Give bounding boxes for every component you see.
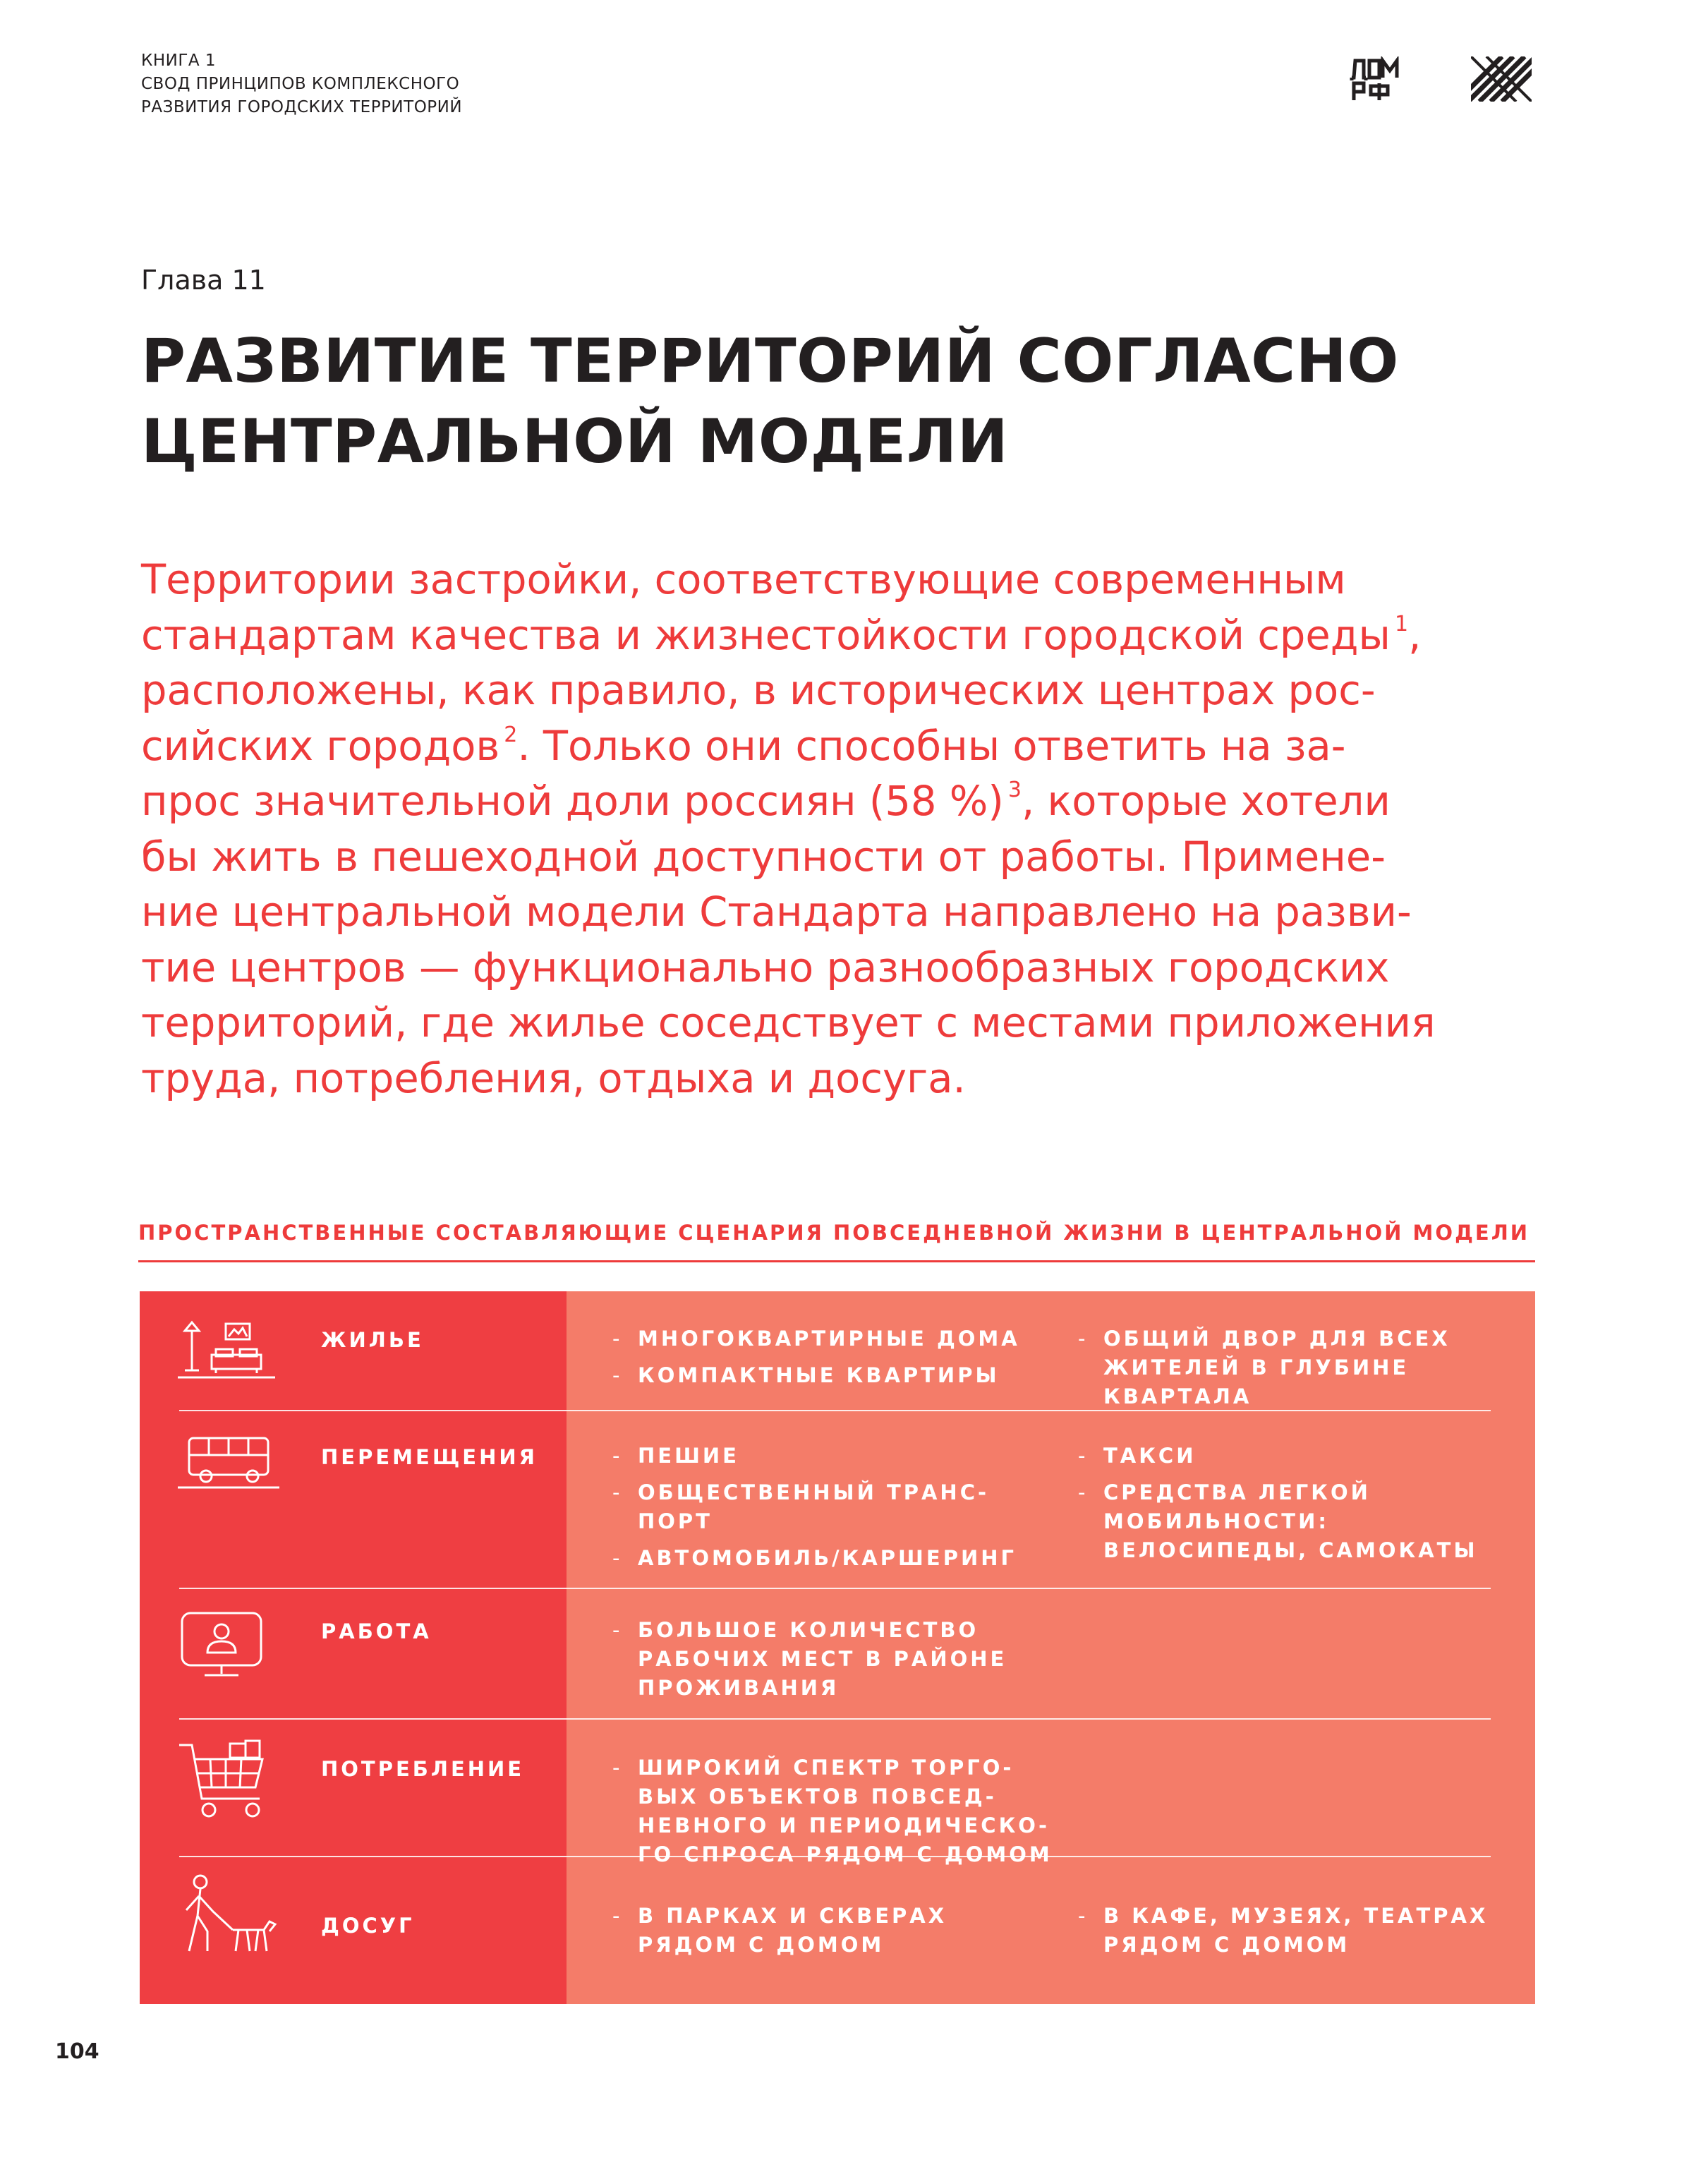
section-title: ПРОСТРАНСТВЕННЫЕ СОСТАВЛЯЮЩИЕ СЦЕНАРИЯ ПОВСЕДНЕВНОЙ ЖИЗНИ В ЦЕНТРАЛЬНОЙ МОДЕЛИ — [138, 1221, 1530, 1245]
lead-line: расположены, как правило, в исторических центрах рос- — [141, 667, 1376, 714]
lead-line: труда, потребления, отдыха и досуга. — [141, 1054, 966, 1102]
dom-rf-logo — [1350, 56, 1402, 102]
title-line: ЦЕНТРАЛЬНОЙ МОДЕЛИ — [141, 406, 1009, 477]
list-item: - КОМПАКТНЫЕ КВАРТИРЫ — [612, 1361, 1020, 1390]
lead-line: стандартам качества и жизнестойкости городской среды $^1$, — [141, 611, 1422, 659]
scenario-table — [140, 1291, 1535, 2004]
row-divider — [179, 1588, 1491, 1589]
row-label: ДОСУГ — [321, 1914, 415, 1938]
lead-line: территорий, где жилье соседствует с местами приложения — [141, 999, 1436, 1046]
row-items-col1 — [612, 1616, 1007, 1710]
person-walking-dog-icon — [176, 1873, 282, 1965]
monitor-person-icon — [176, 1609, 282, 1679]
title-line: РАЗВИТИЕ ТЕРРИТОРИЙ СОГЛАСНО — [141, 326, 1399, 397]
row-items-col2 — [1078, 1324, 1450, 1419]
footnote-ref[interactable]: 3 — [1007, 778, 1022, 802]
row-label: ПОТРЕБЛЕНИЕ — [321, 1757, 525, 1781]
list-item: - МНОГОКВАРТИРНЫЕ ДОМА — [612, 1324, 1020, 1353]
list-item: - СРЕДСТВА ЛЕГКОЙ МОБИЛЬНОСТИ: ВЕЛОСИПЕДЫ, САМОКАТЫ — [1078, 1478, 1478, 1565]
lead-line: сийских городов $^2$. Только они способны ответить на за- — [141, 722, 1346, 770]
lead-paragraph — [141, 553, 1552, 1106]
row-label: ЖИЛЬЕ — [321, 1328, 424, 1352]
bus-icon — [176, 1431, 282, 1502]
section-divider — [138, 1260, 1535, 1262]
page-number: 104 — [55, 2039, 99, 2064]
row-items-col2 — [1078, 1442, 1478, 1573]
lead-line: тие центров — функционально разнообразных городских — [141, 943, 1390, 991]
list-item: - АВТОМОБИЛЬ/КАРШЕРИНГ — [612, 1544, 1017, 1573]
list-item: - В ПАРКАХ И СКВЕРАХ РЯДОМ С ДОМОМ — [612, 1902, 947, 1960]
lead-line: Территории застройки, соответствующие современным — [141, 556, 1346, 603]
list-item: - ШИРОКИЙ СПЕКТР ТОРГО- ВЫХ ОБЪЕКТОВ ПОВСЕД- НЕВНОГО И ПЕРИОДИЧЕСКО- ГО СПРОСА РЯДОМ С ДОМОМ — [612, 1753, 1053, 1869]
lead-line: прос значительной доли россиян (58 %) $^3$, которые хотели — [141, 778, 1391, 825]
header-line: СВОД ПРИНЦИПОВ КОМПЛЕКСНОГО — [141, 75, 460, 93]
row-label: РАБОТА — [321, 1619, 432, 1643]
furniture-icon — [176, 1320, 282, 1390]
list-item: - ОБЩЕСТВЕННЫЙ ТРАНС- ПОРТ — [612, 1478, 1017, 1536]
list-item: - В КАФЕ, МУЗЕЯХ, ТЕАТРАХ РЯДОМ С ДОМОМ — [1078, 1902, 1488, 1960]
row-items-col1 — [612, 1442, 1017, 1581]
row-label: ПЕРЕМЕЩЕНИЯ — [321, 1445, 538, 1469]
header-line: КНИГА 1 — [141, 52, 217, 70]
shopping-cart-icon — [176, 1739, 282, 1824]
header-line: РАЗВИТИЯ ГОРОДСКИХ ТЕРРИТОРИЙ — [141, 98, 463, 116]
row-items-col1 — [612, 1753, 1053, 1877]
row-items-col2 — [1078, 1902, 1488, 1967]
list-item: - БОЛЬШОЕ КОЛИЧЕСТВО РАБОЧИХ МЕСТ В РАЙОНЕ ПРОЖИВАНИЯ — [612, 1616, 1007, 1703]
book-header — [141, 49, 462, 119]
lead-line: бы жить в пешеходной доступности от работы. Примене- — [141, 833, 1386, 881]
lead-line: ние центральной модели Стандарта направлено на разви- — [141, 888, 1412, 936]
list-item: - ПЕШИЕ — [612, 1442, 1017, 1471]
footnote-ref[interactable]: 1 — [1394, 611, 1409, 636]
page-title — [141, 321, 1411, 482]
row-items-col1 — [612, 1902, 947, 1967]
list-item: - ОБЩИЙ ДВОР ДЛЯ ВСЕХ ЖИТЕЛЕЙ В ГЛУБИНЕ КВАРТАЛА — [1078, 1324, 1450, 1411]
row-items-col1 — [612, 1324, 1020, 1398]
footnote-ref[interactable]: 2 — [504, 722, 518, 747]
row-divider — [179, 1718, 1491, 1720]
pattern-logo — [1471, 56, 1532, 102]
chapter-label: Глава 11 — [141, 265, 266, 296]
list-item: - ТАКСИ — [1078, 1442, 1478, 1471]
